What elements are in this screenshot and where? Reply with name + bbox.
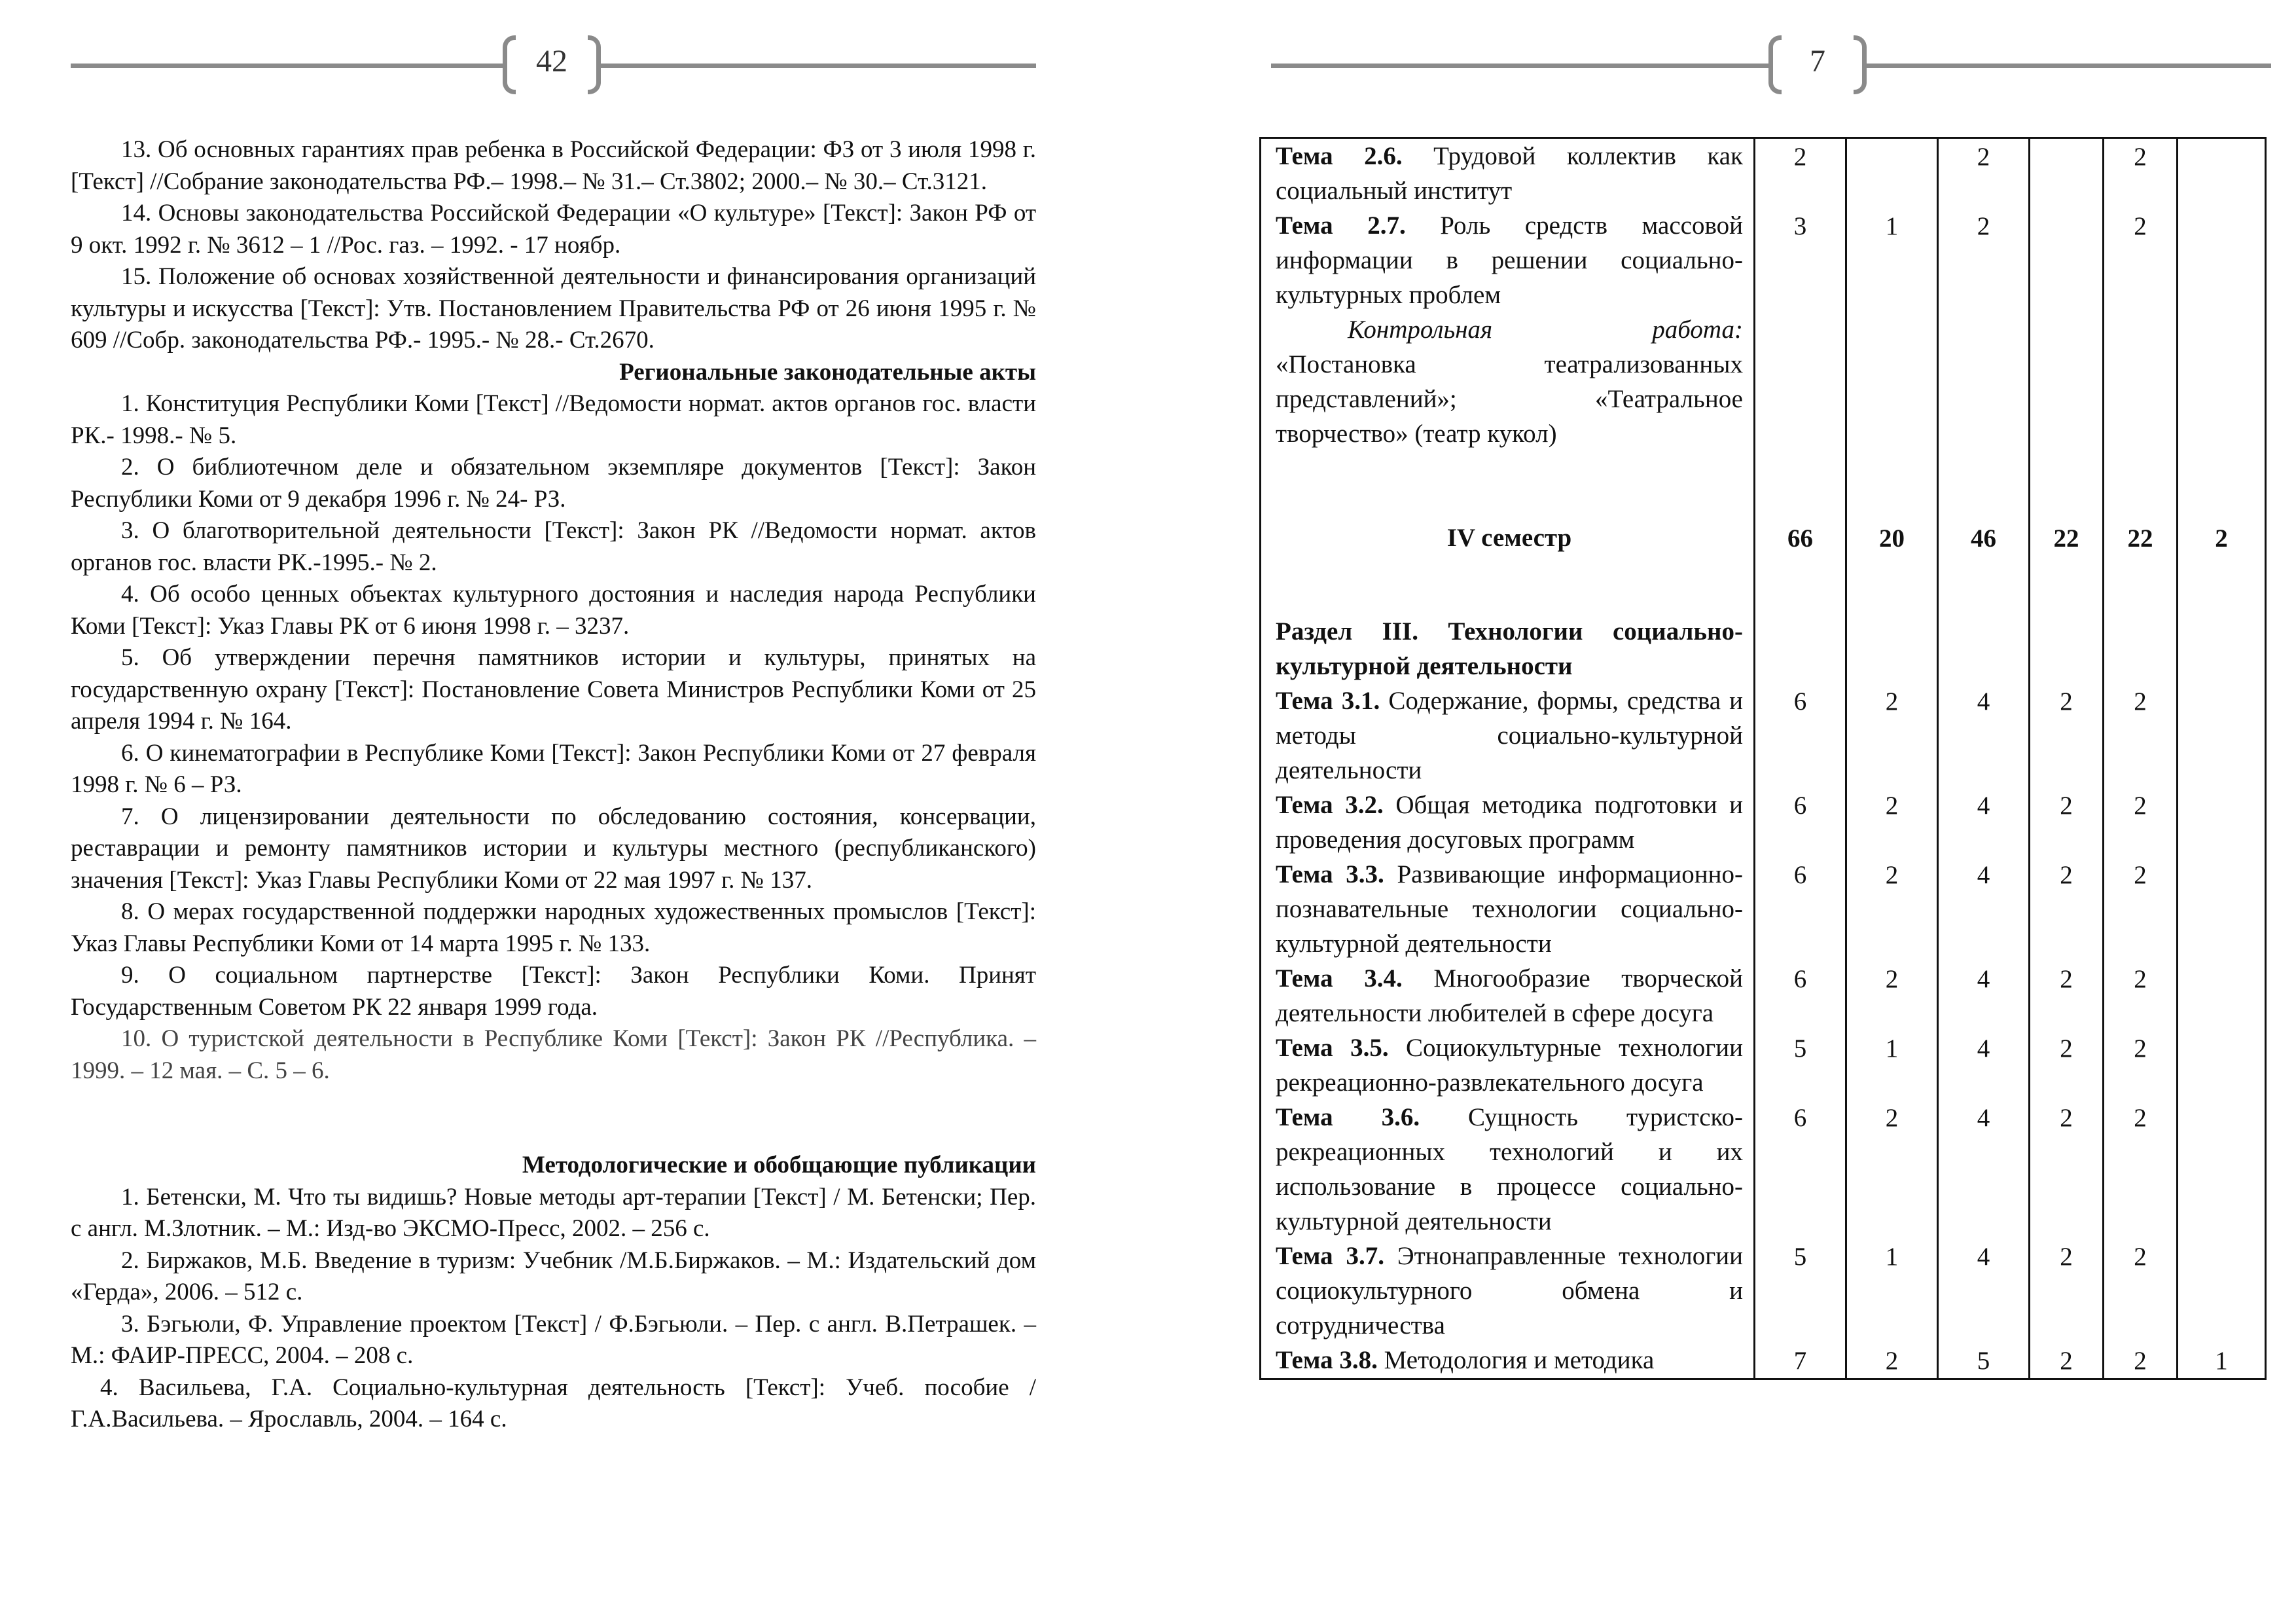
value-cell: 3	[1755, 208, 1846, 472]
bibliography-item: 8. О мерах государственной поддержки народных художественных промыслов [Текст]: Указ Главы Республики Коми от 14 марта 1995 г. № 133.	[71, 898, 1036, 957]
bibliography-item: 7. О лицензировании деятельности по обследованию состояния, консервации, реставрации и ремонту памятников истории и культуры местного (республиканского) значения [Текст]: Указ Главы Республики Коми от 22 мая 1997 г. № 137.	[71, 803, 1036, 894]
value-cell: 5	[1755, 1030, 1846, 1100]
value-cell: 2	[2104, 684, 2178, 788]
value-cell	[2178, 1030, 2266, 1100]
value-cell: 4	[1938, 788, 2030, 857]
bibliography-item: 10. О туристской деятельности в Республике Коми [Текст]: Закон РК //Республика. – 1999. – 12 мая. – С. 5 – 6.	[71, 1025, 1036, 1084]
topic-title: Развивающие информационно-познавательные технологии социально-культурной деятельности	[1276, 860, 1744, 958]
value-cell: 2	[2104, 788, 2178, 857]
bibliography-item: 13. Об основных гарантиях прав ребенка в Российской Федерации: ФЗ от 3 июля 1998 г. [Текст] //Собрание законодательства РФ.– 1998.– № 31.– Ст.3802; 2000.– № 30.– Ст.3121.	[71, 136, 1036, 195]
page-number-bracket-close	[588, 35, 601, 94]
page-number-bracket-open	[503, 35, 516, 94]
value-cell: 2	[1755, 138, 1846, 209]
regional-acts-heading: Региональные законодательные акты	[619, 358, 1036, 386]
value-cell	[2178, 788, 2266, 857]
value-cell: 1	[1846, 1239, 1938, 1343]
methodological-heading: Методологические и обобщающие публикации	[522, 1152, 1036, 1178]
topic-row	[1261, 1100, 2266, 1239]
value-cell	[2178, 684, 2266, 788]
topic-cell	[1261, 1239, 1755, 1343]
topic-title: Трудовой коллектив как социальный институт	[1276, 142, 1743, 205]
value-cell: 2	[2104, 1239, 2178, 1343]
topic-title: Этнонаправленные технологии социокультурного обмена и сотрудничества	[1276, 1242, 1743, 1340]
section-title: Раздел III. Технологии социально-культурной деятельности	[1276, 617, 1743, 680]
control-work-label: Контрольная работа:	[1348, 316, 1743, 344]
page-number-bracket-close	[1854, 35, 1867, 94]
topic-cell	[1261, 961, 1755, 1030]
value-cell	[2030, 208, 2104, 472]
header-rule-right	[1867, 64, 2271, 68]
bibliography-item: 1. Бетенски, М. Что ты видишь? Новые методы арт-терапии [Текст] / М. Бетенски; Пер. с англ. М.Злотник. – М.: Изд-во ЭКСМО-Пресс, 2002. – 256 с.	[71, 1183, 1036, 1242]
value-cell	[2030, 138, 2104, 209]
topic-cell	[1261, 138, 1755, 209]
section-row	[1261, 604, 2266, 684]
empty-cell	[2178, 604, 2266, 684]
topic-row	[1261, 857, 2266, 961]
control-work-text: «Постановка театрализованных представлений»; «Театральное творчество» (театр кукол)	[1276, 350, 1743, 448]
methodological-list	[71, 1182, 1036, 1436]
page-number-bracket-open	[1768, 35, 1782, 94]
topic-cell	[1261, 788, 1755, 857]
value-cell	[1846, 138, 1938, 209]
value-cell: 2	[2104, 1030, 2178, 1100]
value-cell: 2	[2104, 961, 2178, 1030]
value-cell: 2	[2030, 961, 2104, 1030]
semester-label: IV семестр	[1446, 524, 1572, 552]
value-cell	[2178, 138, 2266, 209]
header-rule-right	[601, 64, 1036, 68]
bibliography-item: 9. О социальном партнерстве [Текст]: Закон Республики Коми. Принят Государственным Советом РК 22 января 1999 года.	[71, 962, 1036, 1021]
value-cell: 2	[2030, 857, 2104, 961]
value-cell: 66	[1755, 472, 1846, 604]
topic-cell	[1261, 1343, 1755, 1379]
value-cell: 1	[1846, 208, 1938, 472]
topic-row	[1261, 684, 2266, 788]
topic-number: Тема 3.4.	[1276, 964, 1403, 993]
topic-number: Тема 3.2.	[1276, 791, 1384, 819]
curriculum-table	[1259, 137, 2267, 1380]
value-cell: 2	[2104, 1100, 2178, 1239]
value-cell: 4	[1938, 684, 2030, 788]
topic-cell	[1261, 684, 1755, 788]
topic-title: Роль средств массовой информации в решении социально-культурных проблем	[1276, 211, 1743, 309]
value-cell: 5	[1755, 1239, 1846, 1343]
topic-number: Тема 3.7.	[1276, 1242, 1384, 1270]
topic-number: Тема 3.8.	[1276, 1346, 1378, 1374]
value-cell: 2	[1938, 138, 2030, 209]
value-cell: 2	[1846, 857, 1938, 961]
value-cell: 2	[1846, 1100, 1938, 1239]
topic-title: Содержание, формы, средства и методы социально-культурной деятельности	[1276, 687, 1744, 784]
topic-cell	[1261, 208, 1755, 472]
value-cell: 4	[1938, 961, 2030, 1030]
empty-cell	[2030, 604, 2104, 684]
value-cell: 4	[1938, 857, 2030, 961]
value-cell: 2	[2104, 857, 2178, 961]
topic-title: Социокультурные технологии рекреационно-развлекательного досуга	[1276, 1034, 1744, 1097]
topic-title: Многообразие творческой деятельности любителей в сфере досуга	[1276, 964, 1743, 1027]
value-cell	[2178, 208, 2266, 472]
bibliography-item: 5. Об утверждении перечня памятников истории и культуры, принятых на государственную охрану [Текст]: Постановление Совета Министров Республики Коми от 25 апреля 1994 г. № 164.	[71, 644, 1036, 735]
value-cell: 2	[2030, 1100, 2104, 1239]
value-cell: 6	[1755, 788, 1846, 857]
value-cell: 6	[1755, 961, 1846, 1030]
semester-total-row	[1261, 472, 2266, 604]
value-cell: 22	[2030, 472, 2104, 604]
value-cell: 4	[1938, 1239, 2030, 1343]
bibliography-item: 3. О благотворительной деятельности [Текст]: Закон РК //Ведомости нормат. актов органов гос. власти РК.-1995.- № 2.	[71, 517, 1036, 576]
value-cell: 2	[2030, 788, 2104, 857]
federal-laws-list	[71, 134, 1036, 357]
value-cell: 2	[2030, 1239, 2104, 1343]
value-cell: 6	[1755, 684, 1846, 788]
topic-title: Методология и методика	[1384, 1346, 1655, 1374]
value-cell: 2	[2030, 1343, 2104, 1379]
bibliography-item: 4. Васильева, Г.А. Социально-культурная деятельность [Текст]: Учеб. пособие /Г.А.Васильева. – Ярославль, 2004. – 164 с.	[71, 1374, 1036, 1432]
empty-cell	[1846, 604, 1938, 684]
header-rule-left	[1271, 64, 1768, 68]
value-cell: 6	[1755, 857, 1846, 961]
value-cell: 2	[1846, 1343, 1938, 1379]
topic-row	[1261, 1343, 2266, 1379]
value-cell: 4	[1938, 1030, 2030, 1100]
value-cell: 2	[2104, 1343, 2178, 1379]
page-number-right: 7	[1810, 44, 1825, 79]
bibliography-item: 4. Об особо ценных объектах культурного достояния и наследия народа Республики Коми [Текст]: Указ Главы РК от 6 июня 1998 г. – 3237.	[71, 581, 1036, 640]
topic-row	[1261, 961, 2266, 1030]
value-cell: 4	[1938, 1100, 2030, 1239]
topic-row	[1261, 788, 2266, 857]
value-cell: 2	[2104, 138, 2178, 209]
bibliography-item: 1. Конституция Республики Коми [Текст] //Ведомости нормат. актов органов гос. власти РК.- 1998.- № 5.	[71, 390, 1036, 449]
page-number-left: 42	[536, 44, 567, 79]
value-cell: 6	[1755, 1100, 1846, 1239]
empty-cell	[1938, 604, 2030, 684]
bibliography-item: 15. Положение об основах хозяйственной деятельности и финансирования организаций культуры и искусства [Текст]: Утв. Постановлением Правительства РФ от 26 июня 1995 г. № 609 //Собр. законодательства РФ.- 1995.- № 28.- Ст.2670.	[71, 263, 1036, 354]
value-cell	[2178, 857, 2266, 961]
value-cell: 2	[2030, 1030, 2104, 1100]
header-rule-left	[71, 64, 503, 68]
value-cell: 46	[1938, 472, 2030, 604]
value-cell	[2178, 1239, 2266, 1343]
topic-number: Тема 2.6.	[1276, 142, 1403, 170]
value-cell	[2178, 1100, 2266, 1239]
topic-row	[1261, 138, 2266, 209]
value-cell: 2	[1846, 684, 1938, 788]
bibliography-item: 3. Бэгьюли, Ф. Управление проектом [Текст] / Ф.Бэгьюли. – Пер. с англ. В.Петрашек. – М.: ФАИР-ПРЕСС, 2004. – 208 с.	[71, 1310, 1036, 1369]
bibliography-item: 14. Основы законодательства Российской Федерации «О культуре» [Текст]: Закон РФ от 9 окт. 1992 г. № 3612 – 1 //Рос. газ. – 1992. - 17 ноябр.	[71, 200, 1036, 259]
value-cell: 22	[2104, 472, 2178, 604]
value-cell: 20	[1846, 472, 1938, 604]
topic-row	[1261, 1030, 2266, 1100]
topic-title: Сущность туристско-рекреационных технологий и их использование в процессе социально-культурной деятельности	[1276, 1103, 1743, 1235]
bibliography-item: 2. Биржаков, М.Б. Введение в туризм: Учебник /М.Б.Биржаков. – М.: Издательский дом «Герда», 2006. – 512 с.	[71, 1247, 1036, 1305]
bibliography-item: 2. О библиотечном деле и обязательном экземпляре документов [Текст]: Закон Республики Коми от 9 декабря 1996 г. № 24- РЗ.	[71, 454, 1036, 513]
value-cell: 5	[1938, 1343, 2030, 1379]
value-cell: 7	[1755, 1343, 1846, 1379]
value-cell: 2	[2030, 684, 2104, 788]
bibliography-item: 6. О кинематографии в Республике Коми [Текст]: Закон Республики Коми от 27 февраля 1998 г. № 6 – РЗ.	[71, 739, 1036, 798]
topic-row	[1261, 1239, 2266, 1343]
topic-cell	[1261, 1100, 1755, 1239]
topic-cell	[1261, 857, 1755, 961]
topic-number: Тема 2.7.	[1276, 211, 1406, 240]
value-cell: 1	[1846, 1030, 1938, 1100]
topic-number: Тема 3.3.	[1276, 860, 1384, 888]
empty-cell	[1755, 604, 1846, 684]
topic-number: Тема 3.5.	[1276, 1034, 1389, 1062]
value-cell	[2178, 961, 2266, 1030]
value-cell: 2	[2104, 208, 2178, 472]
value-cell: 2	[2178, 472, 2266, 604]
value-cell: 2	[1846, 961, 1938, 1030]
topic-cell	[1261, 1030, 1755, 1100]
empty-cell	[2104, 604, 2178, 684]
topic-number: Тема 3.1.	[1276, 687, 1380, 715]
bibliography-text	[71, 134, 1036, 1436]
value-cell: 2	[1938, 208, 2030, 472]
value-cell: 1	[2178, 1343, 2266, 1379]
topic-title: Общая методика подготовки и проведения досуговых программ	[1276, 791, 1743, 854]
value-cell: 2	[1846, 788, 1938, 857]
topic-row	[1261, 208, 2266, 472]
topic-number: Тема 3.6.	[1276, 1103, 1420, 1131]
regional-acts-list	[71, 388, 1036, 1087]
